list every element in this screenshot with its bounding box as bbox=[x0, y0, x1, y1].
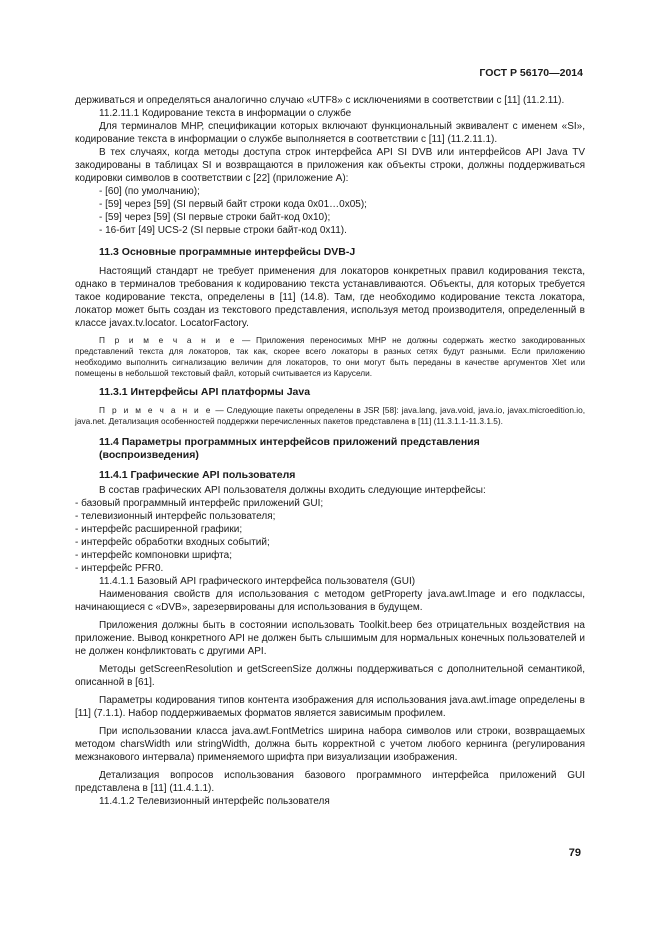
paragraph: Приложения должны быть в состоянии использовать Toolkit.beep без отрицательных воздействия на приложение. Вывод конкретного API не должен быть слышимым для нормальных конечных пользователей и не должен конфликтовать с другими API. bbox=[75, 620, 585, 657]
list-item: - интерфейс расширенной графики; bbox=[75, 524, 243, 535]
note-text: — Следующие пакеты определены в JSR [58]: java.lang, java.void, java.io, javax.microedition.io, java.net. Детализация особенностей поддержки перечисленных пакетов представлена в [11] (11.3.1.1-11.3.1.5). bbox=[75, 405, 585, 426]
paragraph: Наименования свойств для использования с методом getProperty java.awt.Image и его подклассы, начинающиеся с «DVB», зарезервированы для использования в будущем. bbox=[75, 589, 585, 613]
paragraph: Параметры кодирования типов контента изображения для использования java.awt.image определены в [11] (7.1.1). Набор поддерживаемых форматов является зависимым профилем. bbox=[75, 695, 585, 719]
note-label: П р и м е ч а н и е bbox=[99, 405, 213, 415]
section-title-11-3: 11.3 Основные программные интерфейсы DVB-J bbox=[99, 246, 356, 258]
list-item: - [59] через [59] (SI первые строки байт-код 0x10); bbox=[99, 212, 331, 223]
list-item: - [59] через [59] (SI первый байт строки кода 0x01…0x05); bbox=[99, 199, 367, 210]
paragraph: Детализация вопросов использования базового программного интерфейса приложений GUI представлена в [11] (11.4.1.1). bbox=[75, 770, 585, 794]
section-title-line: (воспроизведения) bbox=[99, 449, 199, 461]
note-text: — Приложения переносимых МНР не должны содержать жестко закодированных представлений текста для локаторов, так как, скорее всего локаторы в разных сетях будут разными. Если приложению необходимо выполнить сигнализацию величин для локаторов, то они могут быть переданы в качестве аргументов Xlet или помещены в небольшой текстовый файл, который считывается из Карусели. bbox=[75, 335, 586, 378]
paragraph: В состав графических API пользователя должны входить следующие интерфейсы: bbox=[99, 485, 486, 496]
list-item: - 16-бит [49] UCS-2 (SI первые строки байт-код 0x11). bbox=[99, 225, 347, 236]
list-item: - интерфейс PFR0. bbox=[75, 563, 164, 574]
section-title-line: 11.4 Параметры программных интерфейсов приложений представления bbox=[99, 436, 480, 448]
paragraph: В тех случаях, когда методы доступа строк интерфейса API SI DVB или интерфейсов API Java TV закодированы в таблицах SI и возвращаются в приложения как объекты строки, должны поддерживаться кодировки символов в соответствии с [22] (приложение А): bbox=[75, 147, 585, 184]
list-item: - базовый программный интерфейс приложений GUI; bbox=[75, 498, 324, 509]
note bbox=[75, 405, 585, 427]
page-number: 79 bbox=[568, 847, 581, 859]
section-title-11-3-1: 11.3.1 Интерфейсы API платформы Java bbox=[99, 386, 311, 398]
paragraph: Методы getScreenResolution и getScreenSize должны поддерживаться с дополнительной семантикой, описанной в [61]. bbox=[75, 664, 585, 688]
list-item: - телевизионный интерфейс пользователя; bbox=[75, 511, 276, 522]
page-content bbox=[75, 94, 585, 808]
subsection-title-11-4-1-2: 11.4.1.2 Телевизионный интерфейс пользователя bbox=[99, 796, 330, 807]
continued-paragraph: держиваться и определяться аналогично случаю «UTF8» с исключениями в соответствии с [11] (11.2.11). bbox=[75, 95, 565, 106]
document-header: ГОСТ Р 56170—2014 bbox=[479, 67, 583, 79]
paragraph: Настоящий стандарт не требует применения для локаторов конкретных правил кодирования текста, однако в терминалов требования к кодированию текста устанавливаются. Объекты, для которых требуется такое кодирование текста, определены в [11] (14.8). Там, где необходимо кодирование текста локатора, локатор может быть создан из текстового представления, используя метод производителя, определенный в классе javax.tv.locator. LocatorFactory. bbox=[75, 266, 585, 329]
list-item: - интерфейс обработки входных событий; bbox=[75, 537, 270, 548]
section-title-11-4 bbox=[75, 436, 585, 462]
paragraph: Для терминалов МНР, спецификации которых включают функциональный эквивалент с именем «SI», кодирование текста в информации о службе выполняется в соответствии с [11] (11.2.11.1). bbox=[75, 121, 585, 145]
note-label: П р и м е ч а н и е bbox=[99, 335, 237, 345]
subsection-title-11-2-11-1: 11.2.11.1 Кодирование текста в информации о службе bbox=[99, 108, 352, 119]
list-item: - интерфейс компоновки шрифта; bbox=[75, 550, 232, 561]
note bbox=[75, 335, 585, 379]
section-title-11-4-1: 11.4.1 Графические API пользователя bbox=[99, 469, 296, 481]
subsection-title-11-4-1-1: 11.4.1.1 Базовый API графического интерфейса пользователя (GUI) bbox=[99, 576, 416, 587]
list-item: - [60] (по умолчанию); bbox=[99, 186, 200, 197]
paragraph: При использовании класса java.awt.FontMetrics ширина набора символов или строки, возвращаемых методом charsWidth или stringWidth, должна быть корректной с учетом любого кернинга (регулирования межзнакового интервала) применяемого шрифта при визуализации изображения. bbox=[75, 726, 585, 763]
